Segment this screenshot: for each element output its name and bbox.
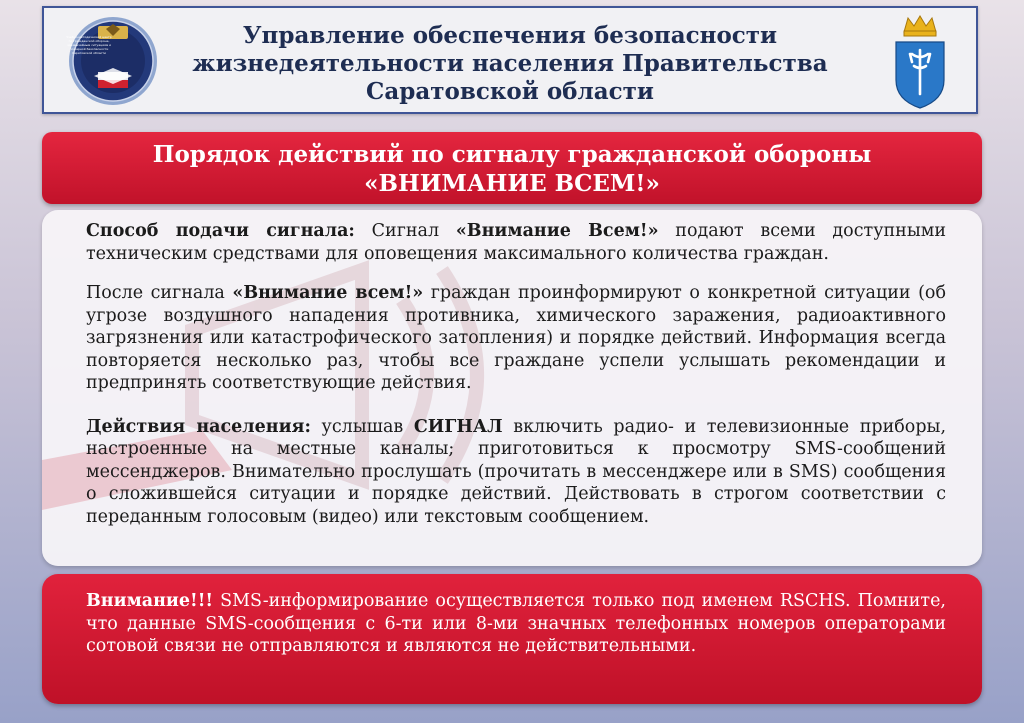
banner-line-2: «ВНИМАНИЕ ВСЕМ!» bbox=[364, 170, 660, 197]
after-signal-paragraph: После сигнала «Внимание всем!» граждан проинформируют о конкретной ситуации (об угрозе воздушного нападения противника, химического заражения, радиоактивного загрязнения или катастрофического затопления) и порядке действий. Информация всегда повторяется несколько раз, чтобы все граждане успели услышать рекомендации и предпринять соответствующие действия. bbox=[86, 283, 946, 393]
training-center-emblem-icon bbox=[68, 16, 158, 106]
sms-warning-box bbox=[42, 574, 982, 704]
population-actions-paragraph: Действия населения: услышав СИГНАЛ включить радио- и телевизионные приборы, настроенные на местные каналы; приготовиться к просмотру SMS-сообщений мессенджеров. Внимательно прослушать (прочитать в мессенджере или в SMS) сообщения о сложившейся ситуации и порядке действий. Действовать в строгом соответствии с переданным голосовым (видео) или текстовым сообщением. bbox=[86, 416, 947, 527]
signal-method-label: Способ подачи сигнала: bbox=[86, 221, 355, 241]
sms-warning-text: Внимание!!! SMS-информирование осуществляется только под именем RSCHS. Помните, что данные SMS-сообщения с 6-ти или 8-ми значных телефонных номеров операторами сотовой связи не отправляются и являются не действительными. bbox=[86, 591, 946, 656]
banner-line-1: Порядок действий по сигналу гражданской обороны bbox=[152, 141, 872, 168]
signal-title-banner bbox=[42, 132, 982, 204]
signal-method-paragraph: Способ подачи сигнала: Сигнал «Внимание Всем!» подают всеми доступными техническим средствами для оповещения максимального количества граждан. bbox=[86, 221, 947, 264]
page-title: Управление обеспечения безопасности жизнедеятельности населения Правительства Саратовской области bbox=[192, 22, 828, 105]
saratov-coat-of-arms-icon bbox=[890, 14, 950, 110]
emblem-caption: Учебно-методический центр по гражданской обороне, чрезвычайным ситуациям и пожарной безопасности Саратовской области bbox=[66, 35, 112, 55]
header-panel bbox=[42, 6, 978, 114]
population-actions-label: Действия населения: bbox=[86, 416, 311, 437]
instructions-panel bbox=[42, 210, 982, 566]
warning-label: Внимание!!! bbox=[86, 591, 214, 611]
